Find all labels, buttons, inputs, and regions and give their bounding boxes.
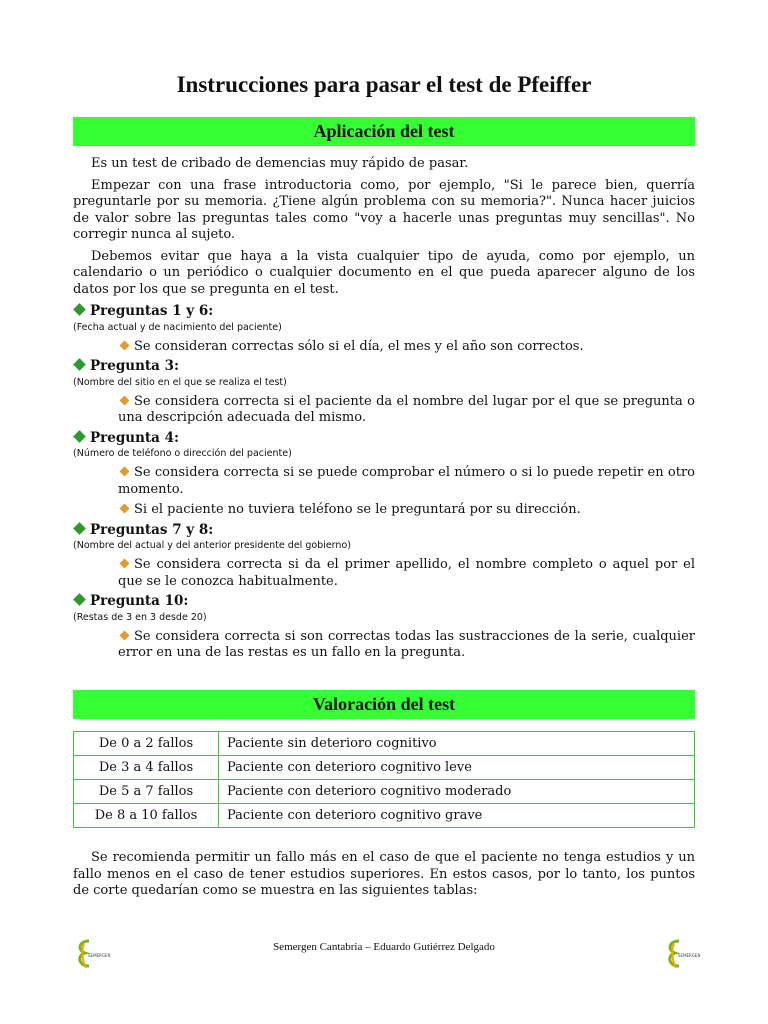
table-cell-result: Paciente con deterioro cognitivo leve <box>219 756 695 780</box>
intro-paragraph: Empezar con una frase introductoria como, por ejemplo, "Si le parece bien, querría preguntarle por su memoria. ¿Tiene algún problema con su memoria?". Nunca hacer juicios de valor sobre las preguntas tales como "voy a hacerle unas preguntas muy sencillas". No corregir nunca al sujeto. <box>73 177 695 242</box>
table-row <box>74 780 695 804</box>
table-cell-errors: De 0 a 2 fallos <box>74 732 219 756</box>
intro-paragraph: Debemos evitar que haya a la vista cualquier tipo de ayuda, como por ejemplo, un calendario o un periódico o cualquier documento en el que pueda aparecer alguno de los datos por los que se pregunta en el test. <box>73 248 695 297</box>
question-note: (Número de teléfono o dirección del paciente) <box>73 448 292 459</box>
orange-diamond-bullet-icon <box>120 340 130 350</box>
table-cell-errors: De 8 a 10 fallos <box>74 804 219 828</box>
table-row <box>74 732 695 756</box>
table-cell-result: Paciente con deterioro cognitivo moderado <box>219 780 695 804</box>
criterion-item: Se considera correcta si son correctas todas las sustracciones de la serie, cualquier error en una de las restas es un fallo en la pregunta. <box>118 628 695 660</box>
scoring-table <box>73 731 695 828</box>
section-heading-application: Aplicación del test <box>73 117 695 146</box>
section-heading-scoring: Valoración del test <box>73 690 695 719</box>
question-heading: Pregunta 10: <box>73 593 695 610</box>
orange-diamond-bullet-icon <box>120 630 130 640</box>
criterion-item: Se considera correcta si se puede comprobar el número o si lo puede repetir en otro momento. <box>118 465 695 497</box>
table-cell-result: Paciente con deterioro cognitivo grave <box>219 804 695 828</box>
semergen-logo-icon <box>663 938 701 970</box>
orange-diamond-bullet-icon <box>120 504 130 514</box>
criterion-item: Se considera correcta si el paciente da el nombre del lugar por el que se pregunta o una descripción adecuada del mismo. <box>118 393 695 425</box>
green-diamond-bullet-icon <box>73 303 86 316</box>
page-title: Instrucciones para pasar el test de Pfeiffer <box>176 72 592 97</box>
question-heading: Pregunta 4: <box>73 430 695 447</box>
recommendation-paragraph: Se recomienda permitir un fallo más en el caso de que el paciente no tenga estudios y un fallo menos en el caso de tener estudios superiores. En estos casos, por lo tanto, los puntos de corte quedarían como se muestra en las siguientes tablas: <box>73 850 695 898</box>
criterion-item: Si el paciente no tuviera teléfono se le preguntará por su dirección. <box>118 502 695 519</box>
svg-text:SEMERGEN: SEMERGEN <box>88 953 111 958</box>
application-section <box>73 156 695 665</box>
green-diamond-bullet-icon <box>73 358 86 371</box>
question-note: (Nombre del actual y del anterior presidente del gobierno) <box>73 540 351 551</box>
criterion-item: Se consideran correctas sólo si el día, el mes y el año son correctos. <box>118 339 695 356</box>
semergen-logo-icon <box>73 938 111 970</box>
table-cell-errors: De 3 a 4 fallos <box>74 756 219 780</box>
question-heading: Preguntas 7 y 8: <box>73 522 695 539</box>
orange-diamond-bullet-icon <box>120 395 130 405</box>
criterion-item: Se considera correcta si da el primer apellido, el nombre completo o aquel por el que se le conozca habitualmente. <box>118 557 695 589</box>
table-cell-errors: De 5 a 7 fallos <box>74 780 219 804</box>
question-note: (Restas de 3 en 3 desde 20) <box>73 611 207 623</box>
table-row <box>74 804 695 828</box>
table-row <box>74 756 695 780</box>
green-diamond-bullet-icon <box>73 430 86 443</box>
question-note: (Fecha actual y de nacimiento del paciente) <box>73 321 282 333</box>
green-diamond-bullet-icon <box>73 522 86 535</box>
recommendation-section <box>73 850 695 905</box>
green-diamond-bullet-icon <box>73 593 86 606</box>
table-cell-result: Paciente sin deterioro cognitivo <box>219 732 695 756</box>
intro-paragraph: Es un test de cribado de demencias muy rápido de pasar. <box>91 156 469 171</box>
question-note: (Nombre del sitio en el que se realiza el test) <box>73 376 287 388</box>
question-heading: Pregunta 3: <box>73 358 695 375</box>
svg-text:SEMERGEN: SEMERGEN <box>678 953 701 958</box>
orange-diamond-bullet-icon <box>120 467 130 477</box>
orange-diamond-bullet-icon <box>120 559 130 569</box>
page-footer: Semergen Cantabria – Eduardo Gutiérrez Delgado <box>273 941 495 953</box>
question-heading: Preguntas 1 y 6: <box>73 303 695 320</box>
